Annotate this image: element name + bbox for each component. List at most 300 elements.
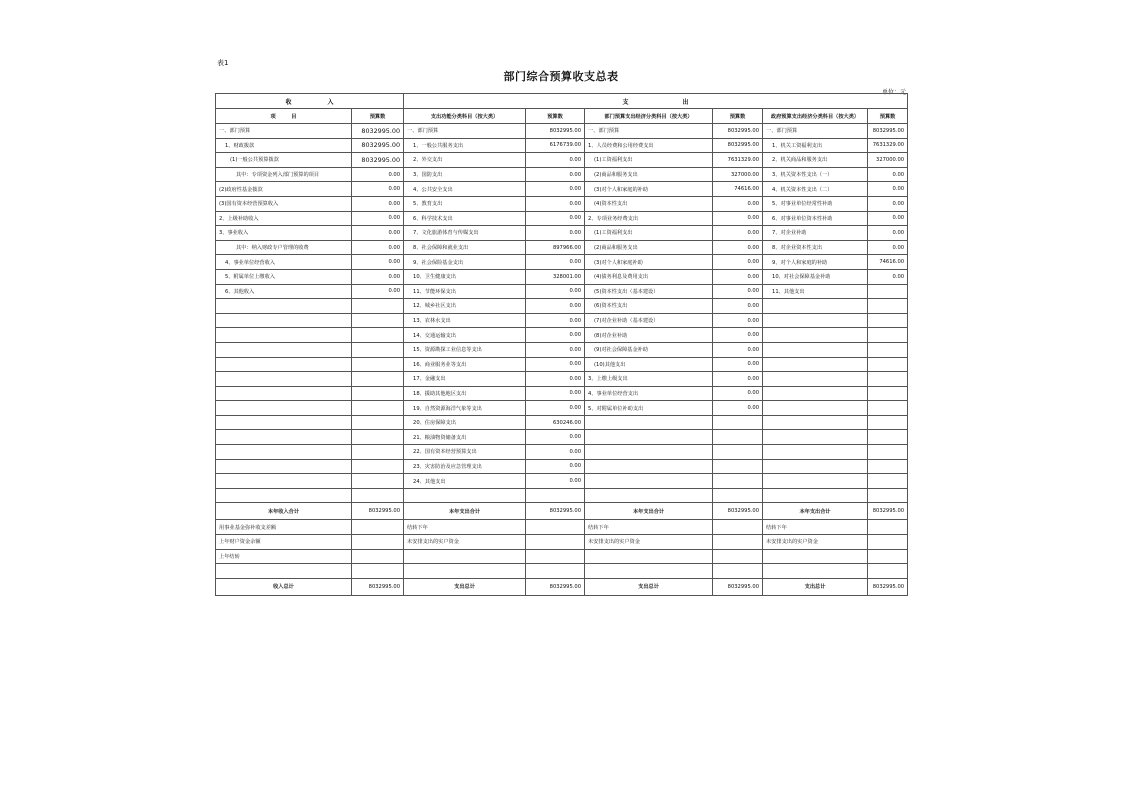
row-label: 3、事业收入: [216, 226, 352, 241]
row-value: 0.00: [352, 167, 404, 182]
row-label: 2、外交支出: [404, 153, 526, 168]
row-label: 15、资源勘探工业信息等支出: [404, 342, 526, 357]
row-value: 328001.00: [526, 269, 585, 284]
row-value: [868, 520, 908, 535]
row-label: 7、文化旅游体育与传媒支出: [404, 226, 526, 241]
row-value: [526, 535, 585, 550]
table-row: [216, 167, 908, 182]
row-label: 未安排支出的实户资金: [404, 535, 526, 550]
row-label: [763, 386, 868, 401]
row-label: [404, 488, 526, 503]
row-label: 19、自然资源海洋气象等支出: [404, 401, 526, 416]
row-value: 0.00: [526, 196, 585, 211]
table-row: [216, 520, 908, 535]
page-title: 部门综合预算收支总表: [503, 70, 619, 83]
col-dept: 部门预算支出经济分类科目（按大类）: [585, 109, 713, 124]
row-value: [352, 357, 404, 372]
table-row: [216, 138, 908, 153]
col-budget: 预算数: [526, 109, 585, 124]
row-label: 4、公共安全支出: [404, 182, 526, 197]
row-value: [526, 564, 585, 579]
row-value: [352, 488, 404, 503]
row-value: 0.00: [526, 459, 585, 474]
row-value: [868, 372, 908, 387]
row-label: 5、对事业单位经常性补助: [763, 196, 868, 211]
row-value: 0.00: [526, 430, 585, 445]
row-value: 0.00: [713, 342, 763, 357]
row-label: 4、机关资本性支出（二）: [763, 182, 868, 197]
row-value: [868, 474, 908, 489]
header-row-1: [216, 94, 908, 109]
row-value: [868, 549, 908, 564]
income-header: 收 入: [216, 94, 404, 109]
row-label: [763, 328, 868, 343]
row-label: (2)政府性基金拨款: [216, 182, 352, 197]
row-label: [216, 372, 352, 387]
budget-summary-table: [215, 93, 908, 596]
row-value: [352, 445, 404, 460]
table-row: [216, 474, 908, 489]
row-label: [763, 313, 868, 328]
row-value: [713, 474, 763, 489]
table-row: [216, 372, 908, 387]
table-row: [216, 401, 908, 416]
row-label: (6)资本性支出: [585, 299, 713, 314]
col-budget: 预算数: [868, 109, 908, 124]
row-value: 0.00: [526, 167, 585, 182]
row-label: 一、部门预算: [763, 124, 868, 139]
row-label: 一、部门预算: [216, 124, 352, 139]
row-label: 7、对企业补助: [763, 226, 868, 241]
year-total-row: [216, 503, 908, 520]
expense-grand-label: 支出总计: [763, 578, 868, 595]
row-label: 一、部门预算: [404, 124, 526, 139]
row-value: [713, 459, 763, 474]
row-label: [216, 299, 352, 314]
table-row: [216, 313, 908, 328]
row-label: 13、农林水支出: [404, 313, 526, 328]
row-value: 8032995.00: [526, 124, 585, 139]
row-label: [763, 357, 868, 372]
table-row: [216, 549, 908, 564]
table-row: [216, 240, 908, 255]
row-label: 上年结转: [216, 549, 352, 564]
row-label: [585, 430, 713, 445]
row-value: 8032995.00: [713, 124, 763, 139]
row-label: [585, 474, 713, 489]
table-row: [216, 182, 908, 197]
row-value: 0.00: [713, 196, 763, 211]
row-label: [585, 549, 713, 564]
row-value: 0.00: [713, 284, 763, 299]
row-value: 0.00: [713, 299, 763, 314]
row-value: 0.00: [352, 255, 404, 270]
row-value: [868, 386, 908, 401]
row-value: [526, 549, 585, 564]
row-value: 6176739.00: [526, 138, 585, 153]
row-value: 7631329.00: [868, 138, 908, 153]
row-label: 5、教育支出: [404, 196, 526, 211]
row-value: [868, 430, 908, 445]
row-label: [216, 564, 352, 579]
row-value: [868, 445, 908, 460]
row-value: [352, 459, 404, 474]
row-label: 未安排支出的实户资金: [585, 535, 713, 550]
row-value: [868, 564, 908, 579]
col-func: 支出功能分类科目（按大类）: [404, 109, 526, 124]
expense-total-label: 本年支出合计: [585, 503, 713, 520]
row-value: [352, 313, 404, 328]
row-value: [868, 328, 908, 343]
row-value: 0.00: [868, 167, 908, 182]
row-value: 630246.00: [526, 415, 585, 430]
row-label: 其中：专项资金列入部门预算的项目: [216, 167, 352, 182]
table-row: [216, 124, 908, 139]
row-label: 22、国有资本经营预算支出: [404, 445, 526, 460]
row-label: (1)工资福利支出: [585, 153, 713, 168]
row-value: [868, 342, 908, 357]
table-row: [216, 564, 908, 579]
row-label: 2、机关商品和服务支出: [763, 153, 868, 168]
row-value: 8032995.00: [352, 153, 404, 168]
table-row: [216, 357, 908, 372]
row-value: 0.00: [868, 240, 908, 255]
row-label: 8、对企业资本性支出: [763, 240, 868, 255]
row-label: 2、专项业务经费支出: [585, 211, 713, 226]
row-label: [763, 488, 868, 503]
row-label: 10、对社会保障基金补助: [763, 269, 868, 284]
row-value: 0.00: [526, 401, 585, 416]
row-label: 4、事业单位经营支出: [585, 386, 713, 401]
expense-header: 支 出: [404, 94, 908, 109]
row-value: 0.00: [526, 284, 585, 299]
row-value: [713, 520, 763, 535]
row-label: 23、灾害防治及应急管理支出: [404, 459, 526, 474]
row-value: 0.00: [526, 386, 585, 401]
table-row: [216, 386, 908, 401]
row-label: 1、财政拨款: [216, 138, 352, 153]
row-label: 结转下年: [763, 520, 868, 535]
table-row: [216, 415, 908, 430]
row-label: [216, 445, 352, 460]
row-label: 11、节能环保支出: [404, 284, 526, 299]
row-label: 9、社会保险基金支出: [404, 255, 526, 270]
row-value: 74616.00: [868, 255, 908, 270]
expense-grand-value: 8032995.00: [526, 578, 585, 595]
table-row: [216, 488, 908, 503]
row-label: [404, 564, 526, 579]
row-label: [216, 415, 352, 430]
row-label: (7)对企业补助（基本建设）: [585, 313, 713, 328]
table-row: [216, 211, 908, 226]
row-label: 3、机关资本性支出（一）: [763, 167, 868, 182]
row-label: [585, 459, 713, 474]
row-value: 0.00: [526, 313, 585, 328]
row-value: 0.00: [526, 342, 585, 357]
col-item: 项 目: [216, 109, 352, 124]
row-label: [404, 549, 526, 564]
row-value: [352, 535, 404, 550]
col-budget: 预算数: [713, 109, 763, 124]
row-value: [352, 386, 404, 401]
row-label: 一、部门预算: [585, 124, 713, 139]
row-label: (1)工资福利支出: [585, 226, 713, 241]
row-value: 897966.00: [526, 240, 585, 255]
row-value: [526, 488, 585, 503]
row-label: 14、交通运输支出: [404, 328, 526, 343]
expense-total-value: 8032995.00: [868, 503, 908, 520]
row-label: [763, 430, 868, 445]
row-label: 结转下年: [585, 520, 713, 535]
table-row: [216, 284, 908, 299]
row-label: [763, 372, 868, 387]
row-label: [763, 401, 868, 416]
expense-total-value: 8032995.00: [713, 503, 763, 520]
row-value: [352, 430, 404, 445]
row-value: [868, 415, 908, 430]
row-label: [763, 342, 868, 357]
row-value: 0.00: [868, 182, 908, 197]
row-value: [526, 520, 585, 535]
row-label: [216, 430, 352, 445]
row-value: [352, 401, 404, 416]
expense-grand-label: 支出总计: [404, 578, 526, 595]
row-value: 0.00: [713, 401, 763, 416]
row-label: [585, 564, 713, 579]
row-value: [352, 342, 404, 357]
row-label: [216, 401, 352, 416]
row-value: 0.00: [526, 372, 585, 387]
row-value: 0.00: [713, 372, 763, 387]
row-value: 0.00: [713, 211, 763, 226]
row-label: (3)对个人和家庭补助: [585, 255, 713, 270]
row-value: 0.00: [526, 299, 585, 314]
row-label: 5、对附属单位补助支出: [585, 401, 713, 416]
row-value: 0.00: [526, 445, 585, 460]
row-label: 3、国防支出: [404, 167, 526, 182]
row-label: 3、上缴上级支出: [585, 372, 713, 387]
row-value: 8032995.00: [713, 138, 763, 153]
row-value: [868, 299, 908, 314]
row-value: [352, 372, 404, 387]
row-label: [216, 386, 352, 401]
row-value: 8032995.00: [352, 138, 404, 153]
row-label: 17、金融支出: [404, 372, 526, 387]
expense-total-label: 本年支出合计: [763, 503, 868, 520]
row-value: 0.00: [352, 211, 404, 226]
row-value: 0.00: [713, 269, 763, 284]
row-label: 18、援助其他地区支出: [404, 386, 526, 401]
row-label: [763, 459, 868, 474]
income-grand-label: 收入总计: [216, 578, 352, 595]
row-label: [216, 342, 352, 357]
row-label: 12、城乡社区支出: [404, 299, 526, 314]
table-row: [216, 196, 908, 211]
table-row: [216, 269, 908, 284]
row-value: 0.00: [713, 357, 763, 372]
header-row-2: [216, 109, 908, 124]
row-value: 0.00: [713, 386, 763, 401]
row-value: 327000.00: [868, 153, 908, 168]
row-label: 8、社会保障和就业支出: [404, 240, 526, 255]
row-value: 0.00: [352, 182, 404, 197]
table-row: [216, 328, 908, 343]
table-number: 表1: [217, 59, 229, 67]
row-value: [868, 488, 908, 503]
row-label: 16、商业服务业等支出: [404, 357, 526, 372]
table-row: [216, 153, 908, 168]
row-label: [585, 445, 713, 460]
row-value: 0.00: [526, 474, 585, 489]
row-value: [713, 564, 763, 579]
table-row: [216, 535, 908, 550]
row-value: 0.00: [868, 196, 908, 211]
table-row: [216, 342, 908, 357]
row-label: [763, 445, 868, 460]
row-label: 上年财户资金余额: [216, 535, 352, 550]
row-value: [868, 357, 908, 372]
row-value: [352, 328, 404, 343]
row-label: [216, 474, 352, 489]
table-row: [216, 226, 908, 241]
row-value: 0.00: [526, 328, 585, 343]
row-value: 0.00: [713, 240, 763, 255]
row-label: 24、其他支出: [404, 474, 526, 489]
row-label: (2)商品和服务支出: [585, 240, 713, 255]
row-value: [713, 445, 763, 460]
table-row: [216, 459, 908, 474]
table-row: [216, 430, 908, 445]
income-grand-value: 8032995.00: [352, 578, 404, 595]
table-row: [216, 445, 908, 460]
row-value: 0.00: [526, 211, 585, 226]
row-label: [216, 488, 352, 503]
row-value: [352, 520, 404, 535]
row-label: 用事业基金弥补收支差额: [216, 520, 352, 535]
row-value: [868, 459, 908, 474]
row-value: 0.00: [713, 313, 763, 328]
row-label: (10)其他支出: [585, 357, 713, 372]
row-label: [585, 415, 713, 430]
row-label: 5、附属单位上缴收入: [216, 269, 352, 284]
income-total-label: 本年收入合计: [216, 503, 352, 520]
row-value: [713, 535, 763, 550]
row-value: 0.00: [526, 226, 585, 241]
row-value: [352, 415, 404, 430]
row-label: (3)国有资本经营预算收入: [216, 196, 352, 211]
expense-total-label: 本年支出合计: [404, 503, 526, 520]
row-label: 6、对事业单位资本性补助: [763, 211, 868, 226]
row-label: [216, 459, 352, 474]
row-label: 其中：纳入财政专户管理的收费: [216, 240, 352, 255]
income-total-value: 8032995.00: [352, 503, 404, 520]
grand-total-row: [216, 578, 908, 595]
table-row: [216, 299, 908, 314]
row-value: 327000.00: [713, 167, 763, 182]
row-value: 0.00: [868, 226, 908, 241]
row-label: 21、粮油物资储备支出: [404, 430, 526, 445]
row-label: 10、卫生健康支出: [404, 269, 526, 284]
row-label: 1、人员经费和公用经费支出: [585, 138, 713, 153]
row-value: 74616.00: [713, 182, 763, 197]
row-label: (2)商品和服务支出: [585, 167, 713, 182]
row-value: 0.00: [352, 284, 404, 299]
row-label: 4、事业单位经营收入: [216, 255, 352, 270]
row-value: 0.00: [526, 153, 585, 168]
row-value: 0.00: [713, 226, 763, 241]
row-label: 未安排支出的实户资金: [763, 535, 868, 550]
row-value: [868, 313, 908, 328]
row-label: [763, 299, 868, 314]
row-label: [216, 313, 352, 328]
row-value: 7631329.00: [713, 153, 763, 168]
row-label: 结转下年: [404, 520, 526, 535]
row-value: [868, 284, 908, 299]
row-label: 1、一般公共服务支出: [404, 138, 526, 153]
row-value: [352, 299, 404, 314]
row-value: [352, 564, 404, 579]
expense-total-value: 8032995.00: [526, 503, 585, 520]
row-value: [868, 535, 908, 550]
row-value: 0.00: [713, 255, 763, 270]
row-value: [713, 549, 763, 564]
row-value: 0.00: [868, 269, 908, 284]
row-label: [216, 328, 352, 343]
row-label: (9)对社会保障基金补助: [585, 342, 713, 357]
row-value: 0.00: [526, 357, 585, 372]
row-label: (3)对个人和家庭的补助: [585, 182, 713, 197]
row-value: 0.00: [868, 211, 908, 226]
row-value: [713, 488, 763, 503]
row-label: (1)一般公共预算拨款: [216, 153, 352, 168]
expense-grand-label: 支出总计: [585, 578, 713, 595]
row-label: [763, 564, 868, 579]
row-label: 11、其他支出: [763, 284, 868, 299]
row-label: [763, 549, 868, 564]
row-value: 0.00: [352, 269, 404, 284]
row-value: [713, 430, 763, 445]
row-value: [868, 401, 908, 416]
expense-grand-value: 8032995.00: [868, 578, 908, 595]
row-label: [763, 415, 868, 430]
row-value: 8032995.00: [868, 124, 908, 139]
table-row: [216, 255, 908, 270]
row-label: [216, 357, 352, 372]
col-budget: 预算数: [352, 109, 404, 124]
row-label: 6、科学技术支出: [404, 211, 526, 226]
unit-label: 单位：元: [881, 89, 906, 96]
row-label: 2、上级补助收入: [216, 211, 352, 226]
row-value: 0.00: [352, 226, 404, 241]
row-label: (8)对企业补助: [585, 328, 713, 343]
row-label: 1、机关工资福利支出: [763, 138, 868, 153]
row-label: 9、对个人和家庭的补助: [763, 255, 868, 270]
row-value: 0.00: [526, 182, 585, 197]
expense-grand-value: 8032995.00: [713, 578, 763, 595]
row-value: [713, 415, 763, 430]
row-value: 8032995.00: [352, 124, 404, 139]
row-label: 6、其他收入: [216, 284, 352, 299]
row-label: 20、住房保障支出: [404, 415, 526, 430]
row-value: [352, 474, 404, 489]
row-value: 0.00: [352, 240, 404, 255]
row-label: [585, 488, 713, 503]
row-value: 0.00: [352, 196, 404, 211]
row-value: 0.00: [526, 255, 585, 270]
row-label: (4)资本性支出: [585, 196, 713, 211]
row-label: (5)资本性支出（基本建设）: [585, 284, 713, 299]
row-label: [763, 474, 868, 489]
